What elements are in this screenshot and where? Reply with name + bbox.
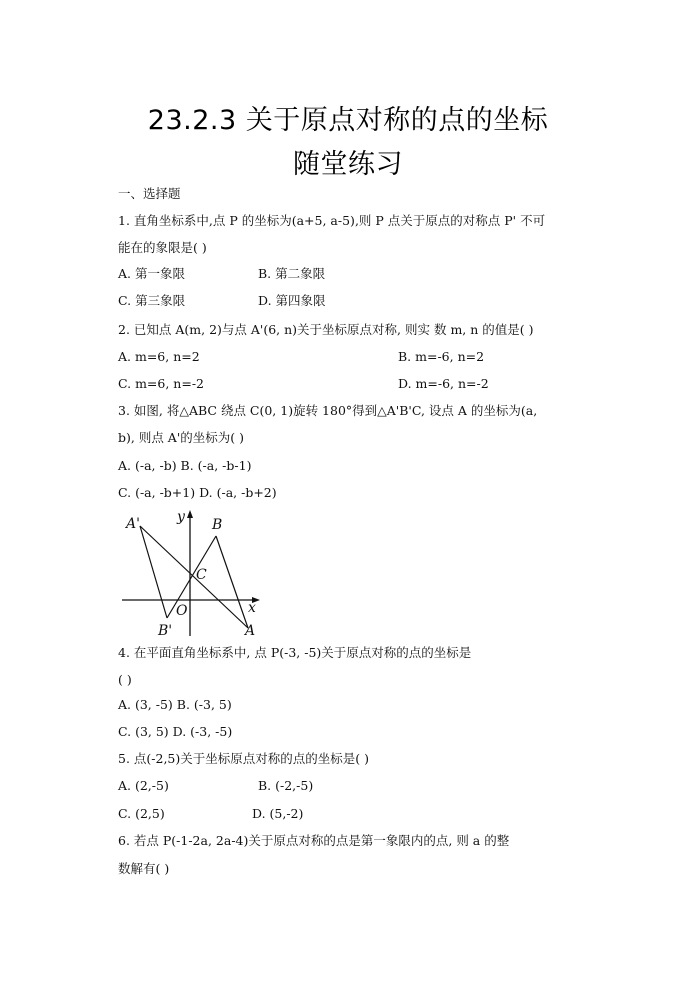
q1-option-d: D. 第四象限 bbox=[258, 293, 326, 308]
label-b: B bbox=[212, 517, 223, 533]
q2-stem-line1: 2. 已知点 A(m, 2)与点 A'(6, n)关于坐标原点对称, 则实 数 m, n 的值是( ) bbox=[118, 322, 534, 337]
label-c: C bbox=[196, 567, 207, 583]
q4-stem-line2: ( ) bbox=[118, 672, 132, 687]
y-axis-arrow bbox=[187, 510, 193, 518]
label-o: O bbox=[176, 603, 188, 619]
q3-options-cd: C. (-a, -b+1) D. (-a, -b+2) bbox=[118, 485, 277, 500]
page-title: 23.2.3 关于原点对称的点的坐标 bbox=[147, 105, 549, 136]
q5-stem-line1: 5. 点(-2,5)关于坐标原点对称的点的坐标是( ) bbox=[118, 751, 369, 766]
q1-option-b: B. 第二象限 bbox=[258, 266, 326, 281]
q4-options-cd: C. (3, 5) D. (-3, -5) bbox=[118, 724, 233, 739]
q6-stem-line1: 6. 若点 P(-1-2a, 2a-4)关于原点对称的点是第一象限内的点, 则 a 的整 bbox=[118, 833, 510, 848]
q6-stem-line2: 数解有( ) bbox=[118, 861, 170, 876]
q1-stem-line1: 1. 直角坐标系中,点 P 的坐标为(a+5, a-5),则 P 点关于原点的对称点 P' 不可 bbox=[118, 213, 546, 228]
q1-option-c: C. 第三象限 bbox=[118, 293, 186, 308]
segment-a-prime-b-prime bbox=[140, 526, 167, 618]
section-heading: 一、选择题 bbox=[118, 186, 181, 201]
q2-option-b: B. m=-6, n=2 bbox=[398, 349, 485, 364]
q1-option-a: A. 第一象限 bbox=[118, 266, 185, 281]
q3-stem-line2: b), 则点 A'的坐标为( ) bbox=[118, 430, 244, 445]
q5-option-b: B. (-2,-5) bbox=[258, 778, 314, 793]
label-a: A bbox=[245, 623, 256, 638]
q3-stem-line1: 3. 如图, 将△ABC 绕点 C(0, 1)旋转 180°得到△A'B'C, 设点 A 的坐标为(a, bbox=[118, 403, 538, 418]
segment-a-prime-a bbox=[140, 526, 248, 628]
q3-options-ab: A. (-a, -b) B. (-a, -b-1) bbox=[118, 458, 252, 473]
q5-option-d: D. (5,-2) bbox=[252, 806, 304, 821]
q2-option-d: D. m=-6, n=-2 bbox=[398, 376, 489, 391]
label-a-prime: A' bbox=[126, 516, 140, 532]
label-b-prime: B' bbox=[158, 623, 173, 638]
q1-stem-line2: 能在的象限是( ) bbox=[118, 240, 207, 255]
q5-option-a: A. (2,-5) bbox=[118, 778, 169, 793]
segment-b-prime-b bbox=[167, 536, 216, 618]
q5-option-c: C. (2,5) bbox=[118, 806, 165, 821]
q2-option-a: A. m=6, n=2 bbox=[118, 349, 200, 364]
q3-figure bbox=[118, 508, 268, 638]
q4-stem-line1: 4. 在平面直角坐标系中, 点 P(-3, -5)关于原点对称的点的坐标是 bbox=[118, 645, 472, 660]
page-subtitle: 随堂练习 bbox=[293, 149, 403, 180]
q4-options-ab: A. (3, -5) B. (-3, 5) bbox=[118, 697, 232, 712]
label-x: x bbox=[248, 600, 256, 616]
segment-b-a bbox=[216, 536, 248, 628]
label-y: y bbox=[177, 509, 185, 525]
q2-option-c: C. m=6, n=-2 bbox=[118, 376, 204, 391]
